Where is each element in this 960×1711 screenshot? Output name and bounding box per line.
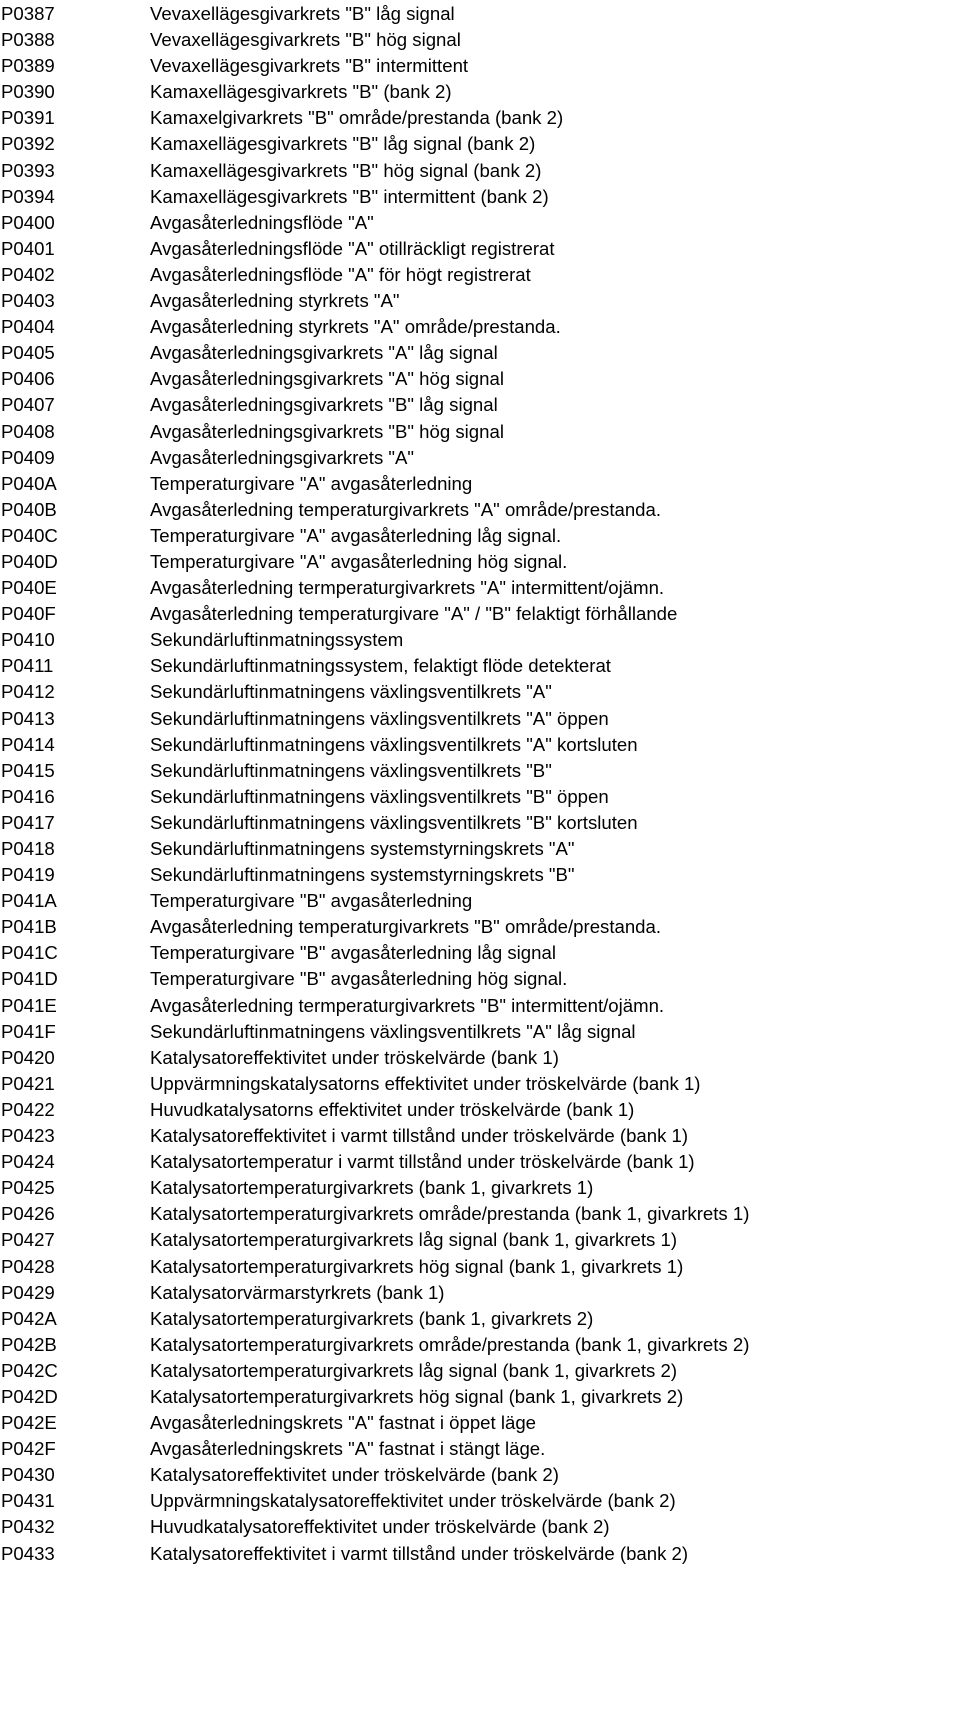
fault-code-row xyxy=(0,914,960,940)
fault-description: Sekundärluftinmatningssystem, felaktigt flöde detekterat xyxy=(150,655,611,677)
fault-code-row xyxy=(0,497,960,523)
fault-description: Avgasåterledning termperaturgivarkrets "B" intermittent/ojämn. xyxy=(150,994,665,1016)
fault-code: P041B xyxy=(1,916,57,938)
fault-code-row xyxy=(0,1019,960,1045)
fault-code: P0394 xyxy=(1,185,55,207)
fault-code-row xyxy=(0,940,960,966)
fault-description: Katalysatoreffektivitet under tröskelvärde (bank 2) xyxy=(150,1464,559,1486)
fault-description: Avgasåterledning temperaturgivarkrets "B" område/prestanda. xyxy=(150,916,662,938)
fault-code: P041C xyxy=(1,942,58,964)
fault-code: P0421 xyxy=(1,1072,55,1094)
fault-description: Avgasåterledning temperaturgivare "A" / "B" felaktigt förhållande xyxy=(150,603,678,625)
fault-code: P0419 xyxy=(1,864,55,886)
fault-code-row xyxy=(0,1045,960,1071)
fault-code: P0428 xyxy=(1,1255,55,1277)
fault-code-row xyxy=(0,732,960,758)
fault-code-row xyxy=(0,131,960,157)
fault-code: P0430 xyxy=(1,1464,55,1486)
fault-code-row xyxy=(0,236,960,262)
fault-description: Avgasåterledningskrets "A" fastnat i öppet läge xyxy=(150,1412,537,1434)
fault-code: P0409 xyxy=(1,446,55,468)
fault-code: P041E xyxy=(1,994,57,1016)
fault-code: P042C xyxy=(1,1359,58,1381)
fault-code: P0408 xyxy=(1,420,55,442)
fault-code: P0415 xyxy=(1,759,55,781)
fault-code: P0400 xyxy=(1,211,55,233)
fault-description: Katalysatortemperaturgivarkrets låg signal (bank 1, givarkrets 2) xyxy=(150,1359,678,1381)
fault-code-row xyxy=(0,1514,960,1540)
fault-code-row xyxy=(0,158,960,184)
fault-description: Temperaturgivare "A" avgasåterledning hög signal. xyxy=(150,550,568,572)
fault-code: P042B xyxy=(1,1333,57,1355)
fault-description: Sekundärluftinmatningens växlingsventilkrets "A" xyxy=(150,681,552,703)
fault-code-row xyxy=(0,340,960,366)
fault-code: P0427 xyxy=(1,1229,55,1251)
fault-code-row xyxy=(0,1306,960,1332)
fault-code: P0433 xyxy=(1,1542,55,1564)
fault-code: P042A xyxy=(1,1307,57,1329)
fault-code: P040D xyxy=(1,550,58,572)
fault-description: Uppvärmningskatalysatorns effektivitet under tröskelvärde (bank 1) xyxy=(150,1072,701,1094)
fault-description: Avgasåterledningsflöde "A" för högt registrerat xyxy=(150,263,531,285)
fault-code-row xyxy=(0,366,960,392)
fault-description: Sekundärluftinmatningssystem xyxy=(150,629,404,651)
fault-description: Avgasåterledning styrkrets "A" xyxy=(150,290,400,312)
fault-code: P0424 xyxy=(1,1151,55,1173)
fault-code: P0405 xyxy=(1,342,55,364)
fault-code: P040A xyxy=(1,472,57,494)
fault-description: Temperaturgivare "A" avgasåterledning låg signal. xyxy=(150,524,562,546)
fault-code-row xyxy=(0,1358,960,1384)
fault-code-row xyxy=(0,523,960,549)
fault-code: P042D xyxy=(1,1385,58,1407)
fault-description: Huvudkatalysatoreffektivitet under tröskelvärde (bank 2) xyxy=(150,1516,610,1538)
fault-description: Katalysatortemperaturgivarkrets hög signal (bank 1, givarkrets 1) xyxy=(150,1255,684,1277)
fault-code-row xyxy=(0,1097,960,1123)
fault-code-row xyxy=(0,758,960,784)
fault-description: Katalysatortemperaturgivarkrets (bank 1, givarkrets 2) xyxy=(150,1307,594,1329)
fault-code: P0420 xyxy=(1,1046,55,1068)
fault-description: Uppvärmningskatalysatoreffektivitet under tröskelvärde (bank 2) xyxy=(150,1490,676,1512)
fault-description: Avgasåterledning styrkrets "A" område/prestanda. xyxy=(150,316,561,338)
fault-description: Vevaxellägesgivarkrets "B" låg signal xyxy=(150,3,455,24)
fault-code: P0402 xyxy=(1,263,55,285)
fault-description: Sekundärluftinmatningens systemstyrningskrets "A" xyxy=(150,838,575,859)
fault-code-row xyxy=(0,1280,960,1306)
fault-description: Temperaturgivare "B" avgasåterledning hög signal. xyxy=(150,968,568,990)
fault-code-row xyxy=(0,627,960,653)
fault-code-row xyxy=(0,419,960,445)
fault-description: Avgasåterledning termperaturgivarkrets "A" intermittent/ojämn. xyxy=(150,577,665,599)
fault-description: Avgasåterledningsgivarkrets "B" låg signal xyxy=(150,394,498,416)
fault-description: Katalysatorvärmarstyrkrets (bank 1) xyxy=(150,1281,445,1303)
fault-code-row xyxy=(0,1436,960,1462)
fault-code-row xyxy=(0,53,960,79)
fault-code-row xyxy=(0,1332,960,1358)
fault-code-row xyxy=(0,1410,960,1436)
fault-description: Vevaxellägesgivarkrets "B" hög signal xyxy=(150,29,461,51)
fault-code-row xyxy=(0,1227,960,1253)
fault-description: Katalysatortemperaturgivarkrets hög signal (bank 1, givarkrets 2) xyxy=(150,1385,684,1407)
fault-description: Katalysatortemperaturgivarkrets låg signal (bank 1, givarkrets 1) xyxy=(150,1229,678,1251)
fault-code: P0388 xyxy=(1,29,55,51)
fault-description: Avgasåterledning temperaturgivarkrets "A" område/prestanda. xyxy=(150,498,662,520)
fault-code-row xyxy=(0,784,960,810)
fault-description: Kamaxelgivarkrets "B" område/prestanda (bank 2) xyxy=(150,107,564,129)
fault-description: Sekundärluftinmatningens växlingsventilkrets "B" öppen xyxy=(150,785,609,807)
fault-description: Kamaxellägesgivarkrets "B" hög signal (bank 2) xyxy=(150,159,542,181)
fault-code: P0432 xyxy=(1,1516,55,1538)
fault-description: Sekundärluftinmatningens systemstyrningskrets "B" xyxy=(150,864,575,886)
fault-code-row xyxy=(0,210,960,236)
fault-code: P040C xyxy=(1,524,58,546)
fault-code: P041F xyxy=(1,1020,56,1042)
fault-description: Avgasåterledningsflöde "A" otillräckligt registrerat xyxy=(150,237,555,259)
fault-code: P041A xyxy=(1,890,57,912)
fault-description: Katalysatoreffektivitet i varmt tillstånd under tröskelvärde (bank 2) xyxy=(150,1542,689,1564)
fault-description: Katalysatortemperaturgivarkrets område/prestanda (bank 1, givarkrets 2) xyxy=(150,1333,750,1355)
fault-description: Sekundärluftinmatningens växlingsventilkrets "A" kortsluten xyxy=(150,733,638,755)
fault-description: Temperaturgivare "B" avgasåterledning xyxy=(150,890,473,912)
fault-code-row xyxy=(0,575,960,601)
fault-code-row xyxy=(0,1254,960,1280)
fault-code-row xyxy=(0,993,960,1019)
fault-code-row xyxy=(0,392,960,418)
fault-code: P0431 xyxy=(1,1490,55,1512)
fault-description: Kamaxellägesgivarkrets "B" intermittent (bank 2) xyxy=(150,185,549,207)
fault-description: Katalysatoreffektivitet i varmt tillstånd under tröskelvärde (bank 1) xyxy=(150,1125,689,1147)
fault-code: P0411 xyxy=(1,655,54,677)
fault-code: P041D xyxy=(1,968,58,990)
fault-description: Katalysatoreffektivitet under tröskelvärde (bank 1) xyxy=(150,1046,559,1068)
fault-description: Kamaxellägesgivarkrets "B" (bank 2) xyxy=(150,81,452,103)
fault-description: Katalysatortemperaturgivarkrets (bank 1, givarkrets 1) xyxy=(150,1177,594,1199)
fault-code: P042F xyxy=(1,1438,56,1460)
fault-description: Sekundärluftinmatningens växlingsventilkrets "A" låg signal xyxy=(150,1020,636,1042)
fault-code: P0414 xyxy=(1,733,55,755)
fault-code-row xyxy=(0,862,960,888)
fault-description: Avgasåterledningsgivarkrets "A" xyxy=(150,446,415,468)
fault-code-row xyxy=(0,836,960,862)
fault-code: P042E xyxy=(1,1412,57,1434)
fault-code-row xyxy=(0,79,960,105)
fault-code-row xyxy=(0,1123,960,1149)
fault-code: P040E xyxy=(1,577,57,599)
fault-code-row xyxy=(0,1149,960,1175)
fault-code: P0407 xyxy=(1,394,55,416)
fault-code: P0406 xyxy=(1,368,55,390)
fault-description: Sekundärluftinmatningens växlingsventilkrets "B" xyxy=(150,759,552,781)
fault-code: P040B xyxy=(1,498,57,520)
fault-code-row xyxy=(0,471,960,497)
fault-code: P0413 xyxy=(1,707,55,729)
fault-code-row xyxy=(0,1071,960,1097)
fault-code-row xyxy=(0,262,960,288)
fault-code-row xyxy=(0,1541,960,1567)
fault-code: P0425 xyxy=(1,1177,55,1199)
fault-code: P0418 xyxy=(1,838,55,859)
fault-description: Vevaxellägesgivarkrets "B" intermittent xyxy=(150,55,469,77)
fault-code-row xyxy=(0,966,960,992)
fault-code-row xyxy=(0,1384,960,1410)
fault-description: Sekundärluftinmatningens växlingsventilkrets "A" öppen xyxy=(150,707,609,729)
fault-code-row xyxy=(0,105,960,131)
fault-code: P040F xyxy=(1,603,56,625)
fault-code: P0393 xyxy=(1,159,55,181)
fault-code-row xyxy=(0,601,960,627)
fault-description: Avgasåterledningsgivarkrets "A" hög signal xyxy=(150,368,504,390)
fault-code: P0416 xyxy=(1,785,55,807)
fault-code-row xyxy=(0,1488,960,1514)
fault-code-list xyxy=(0,1,960,1567)
fault-code: P0423 xyxy=(1,1125,55,1147)
fault-code-row xyxy=(0,1201,960,1227)
fault-code: P0387 xyxy=(1,3,55,24)
fault-code: P0412 xyxy=(1,681,55,703)
fault-code: P0404 xyxy=(1,316,55,338)
fault-code: P0391 xyxy=(1,107,55,129)
fault-description: Katalysatortemperatur i varmt tillstånd under tröskelvärde (bank 1) xyxy=(150,1151,695,1173)
fault-code-row xyxy=(0,888,960,914)
fault-code: P0410 xyxy=(1,629,55,651)
fault-code: P0422 xyxy=(1,1098,55,1120)
fault-description: Avgasåterledningskrets "A" fastnat i stängt läge. xyxy=(150,1438,546,1460)
fault-code-row xyxy=(0,1462,960,1488)
fault-code-row xyxy=(0,288,960,314)
fault-description: Temperaturgivare "A" avgasåterledning xyxy=(150,472,473,494)
fault-code-row xyxy=(0,549,960,575)
fault-code-row xyxy=(0,653,960,679)
fault-code-row xyxy=(0,184,960,210)
fault-description: Temperaturgivare "B" avgasåterledning låg signal xyxy=(150,942,556,964)
fault-description: Avgasåterledningsgivarkrets "A" låg signal xyxy=(150,342,498,364)
fault-code-row xyxy=(0,27,960,53)
fault-code: P0392 xyxy=(1,133,55,155)
fault-code: P0401 xyxy=(1,237,55,259)
fault-description: Avgasåterledningsflöde "A" xyxy=(150,211,374,233)
fault-description: Huvudkatalysatorns effektivitet under tröskelvärde (bank 1) xyxy=(150,1098,635,1120)
fault-description: Kamaxellägesgivarkrets "B" låg signal (bank 2) xyxy=(150,133,536,155)
fault-code-row xyxy=(0,1175,960,1201)
fault-code-row xyxy=(0,1,960,27)
fault-code: P0426 xyxy=(1,1203,55,1225)
fault-description: Sekundärluftinmatningens växlingsventilkrets "B" kortsluten xyxy=(150,811,638,833)
fault-description: Avgasåterledningsgivarkrets "B" hög signal xyxy=(150,420,504,442)
fault-code-row xyxy=(0,706,960,732)
fault-code-row xyxy=(0,810,960,836)
fault-code: P0417 xyxy=(1,811,55,833)
fault-code-row xyxy=(0,679,960,705)
fault-code-row xyxy=(0,445,960,471)
fault-code: P0403 xyxy=(1,290,55,312)
fault-code: P0429 xyxy=(1,1281,55,1303)
fault-code-row xyxy=(0,314,960,340)
fault-code: P0389 xyxy=(1,55,55,77)
fault-description: Katalysatortemperaturgivarkrets område/prestanda (bank 1, givarkrets 1) xyxy=(150,1203,750,1225)
fault-code: P0390 xyxy=(1,81,55,103)
